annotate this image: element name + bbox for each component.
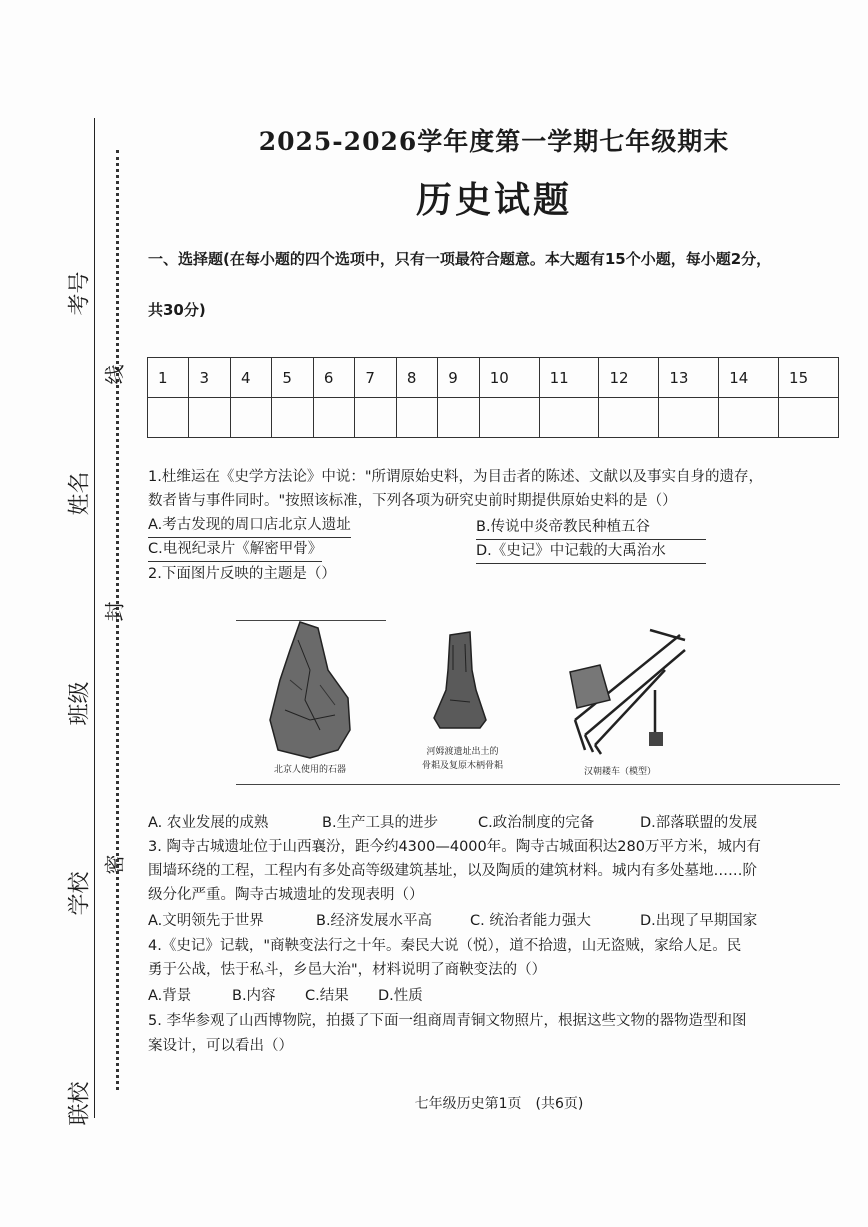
- q4-line2: 勇于公战，怯于私斗，乡邑大治"，材料说明了商鞅变法的（）: [148, 962, 547, 978]
- q3-line2: 围墙环绕的工程，工程内有多处高等级建筑基址，以及陶质的建筑材料。城内有多处墓地……阶: [148, 863, 757, 879]
- seed-drill-figure: [555, 610, 705, 785]
- q4-option-d: D.性质: [378, 988, 423, 1004]
- q1-option-a: A.考古发现的周口店北京人遗址: [148, 514, 351, 538]
- answer-number: 6: [313, 358, 354, 398]
- answer-number: 4: [230, 358, 271, 398]
- class-label: 班级: [67, 681, 93, 726]
- q3-line1: 3. 陶寺古城遗址位于山西襄汾，距今约4300—4000年。陶寺古城面积达280万平方米，城内有: [148, 839, 761, 855]
- q4-option-b: B.内容: [232, 988, 276, 1004]
- section-heading-cont: [148, 298, 848, 322]
- exam-title: 2025-2026学年度第一学期七年级期末: [258, 127, 730, 156]
- q3-option-b: B.经济发展水平高: [316, 913, 433, 929]
- section-heading: [148, 247, 848, 271]
- answer-cell[interactable]: [539, 398, 599, 438]
- answer-number: 3: [189, 358, 230, 398]
- joint-school-label: 联校: [67, 1081, 93, 1126]
- answer-blank-row: [148, 398, 839, 438]
- answer-cell[interactable]: [599, 398, 659, 438]
- q1-option-c: C.电视纪录片《解密甲骨》: [148, 538, 322, 562]
- line-mark: 线: [102, 364, 127, 385]
- q2-option-d: D.部落联盟的发展: [640, 815, 758, 831]
- q5-line2: 案设计，可以看出（）: [148, 1038, 293, 1054]
- subject-title: 历史试题: [415, 179, 572, 221]
- answer-number: 11: [539, 358, 599, 398]
- q4-option-a: A.背景: [148, 988, 192, 1004]
- q3-option-d: D.出现了早期国家: [640, 913, 758, 929]
- q1-option-d: D.《史记》中记载的大禹治水: [476, 540, 706, 564]
- q3-line3: 级分化严重。陶寺古城遗址的发现表明（）: [148, 887, 424, 903]
- name-label: 姓名: [67, 471, 93, 516]
- section-heading-line1: 一、选择题(在每小题的四个选项中，只有一项最符合题意。本大题有15个小题，每小题2分，: [148, 250, 772, 268]
- answer-number: 7: [355, 358, 396, 398]
- school-label: 学校: [67, 871, 93, 916]
- q4-option-c: C.结果: [305, 988, 349, 1004]
- answer-number: 10: [479, 358, 539, 398]
- answer-cell[interactable]: [272, 398, 313, 438]
- answer-cell[interactable]: [355, 398, 396, 438]
- q2-option-c: C.政治制度的完备: [478, 815, 595, 831]
- stone-tool-figure: [250, 610, 370, 785]
- answer-number: 15: [779, 358, 839, 398]
- q1-option-b: B.传说中炎帝教民种植五谷: [476, 516, 706, 540]
- answer-table: [147, 357, 839, 438]
- answer-cell[interactable]: [396, 398, 437, 438]
- answer-cell[interactable]: [479, 398, 539, 438]
- q3-option-c: C. 统治者能力强大: [470, 913, 591, 929]
- bone-spade-icon: [434, 632, 486, 728]
- answer-number: 1: [148, 358, 189, 398]
- figure-caption-1: 北京人使用的石器: [273, 765, 346, 775]
- q1-line2: 数者皆与事件同时。"按照该标准，下列各项为研究史前时期提供原始史料的是（）: [148, 493, 677, 509]
- answer-cell[interactable]: [659, 398, 719, 438]
- answer-number: 9: [438, 358, 479, 398]
- page-footer: 七年级历史第1页 (共6页): [414, 1096, 584, 1112]
- answer-number-row: [148, 358, 839, 398]
- stone-tool-icon: [270, 622, 350, 758]
- exam-number-label: 考号: [67, 271, 93, 316]
- figure-caption-3: 汉朝耧车（模型）: [583, 767, 656, 777]
- binding-line: [94, 118, 95, 1118]
- q2-option-b: B.生产工具的进步: [322, 815, 439, 831]
- answer-number: 14: [719, 358, 779, 398]
- answer-number: 13: [659, 358, 719, 398]
- answer-cell[interactable]: [438, 398, 479, 438]
- seal-mark: 封: [102, 601, 127, 622]
- q2-stem: 2.下面图片反映的主题是（）: [148, 566, 336, 582]
- figure-caption-2b: 骨耜及复原木柄骨耜: [421, 761, 503, 771]
- answer-cell[interactable]: [230, 398, 271, 438]
- q1-line1: 1.杜维运在《史学方法论》中说："所谓原始史料，为目击者的陈述、文献以及事实自身的遗存，: [148, 469, 764, 485]
- secret-mark: 密: [102, 854, 127, 875]
- answer-number: 8: [396, 358, 437, 398]
- section-heading-line2: 共30分): [148, 301, 206, 319]
- q4-line1: 4.《史记》记载，"商鞅变法行之十年。秦民大说（悦），道不拾遗，山无盗贼，家给人足。民: [148, 938, 742, 954]
- q5-line1: 5. 李华参观了山西博物院，拍摄了下面一组商周青铜文物照片，根据这些文物的器物造型和图: [148, 1013, 747, 1029]
- q2-option-a: A. 农业发展的成熟: [148, 815, 269, 831]
- figure-caption-2a: 河姆渡遗址出土的: [426, 747, 499, 757]
- answer-cell[interactable]: [719, 398, 779, 438]
- q3-option-a: A.文明领先于世界: [148, 913, 264, 929]
- answer-number: 5: [272, 358, 313, 398]
- answer-cell[interactable]: [148, 398, 189, 438]
- answer-cell[interactable]: [313, 398, 354, 438]
- answer-number: 12: [599, 358, 659, 398]
- answer-cell[interactable]: [189, 398, 230, 438]
- answer-cell[interactable]: [779, 398, 839, 438]
